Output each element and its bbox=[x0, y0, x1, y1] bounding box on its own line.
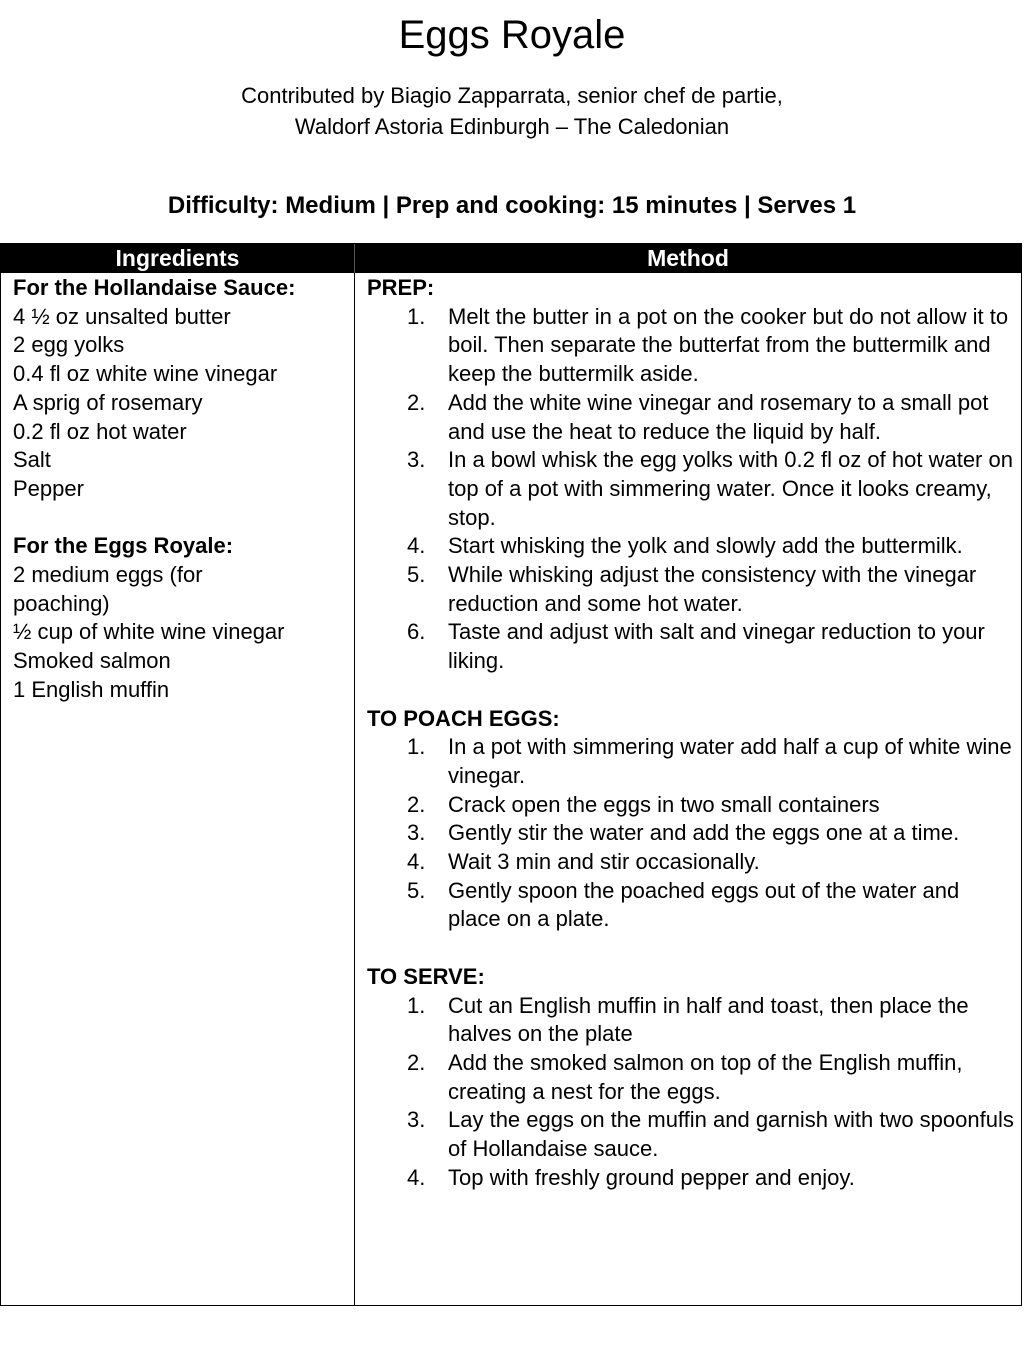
step-number: 3. bbox=[407, 447, 426, 473]
step-number: 5. bbox=[407, 877, 426, 903]
ingredient-item: 4 ½ oz unsalted butter bbox=[13, 303, 231, 329]
method-step bbox=[367, 733, 1017, 790]
prep-steps bbox=[367, 303, 1017, 676]
method-column bbox=[367, 274, 1017, 1192]
method-header: Method bbox=[647, 245, 729, 271]
hollandaise-list bbox=[13, 303, 348, 504]
method-step bbox=[367, 819, 1017, 848]
step-text: Add the white wine vinegar and rosemary to a small pot and use the heat to reduce the liquid by half. bbox=[448, 389, 989, 444]
ingredients-column bbox=[13, 274, 348, 705]
method-step bbox=[367, 848, 1017, 877]
ingredient-item: 0.4 fl oz white wine vinegar bbox=[13, 361, 278, 387]
recipe-table bbox=[0, 243, 1022, 1306]
eggs-royale-heading: For the Eggs Royale: bbox=[13, 533, 234, 559]
step-text: Gently spoon the poached eggs out of the water and place on a plate. bbox=[448, 877, 960, 932]
ingredient-item: A sprig of rosemary bbox=[13, 389, 203, 415]
step-text: Melt the butter in a pot on the cooker but do not allow it to boil. Then separate the butterfat from the buttermilk and keep the buttermilk aside. bbox=[448, 303, 1009, 387]
step-text: In a pot with simmering water add half a cup of white wine vinegar. bbox=[448, 734, 1012, 788]
contributor-line-2: Waldorf Astoria Edinburgh – The Caledonian bbox=[294, 114, 730, 139]
method-step bbox=[367, 1164, 1017, 1193]
step-text: Start whisking the yolk and slowly add the buttermilk. bbox=[448, 533, 963, 559]
step-number: 4. bbox=[407, 533, 426, 559]
serve-heading: TO SERVE: bbox=[367, 963, 485, 989]
poach-heading: TO POACH EGGS: bbox=[367, 705, 560, 731]
table-header-row bbox=[1, 244, 1021, 273]
method-step bbox=[367, 791, 1017, 820]
method-step bbox=[367, 561, 1017, 618]
step-text: While whisking adjust the consistency with the vinegar reduction and some hot water. bbox=[448, 562, 977, 616]
step-text: Wait 3 min and stir occasionally. bbox=[448, 849, 760, 875]
step-number: 4. bbox=[407, 849, 426, 875]
ingredient-item: ½ cup of white wine vinegar bbox=[13, 619, 285, 645]
step-text: Crack open the eggs in two small containers bbox=[448, 791, 880, 817]
ingredient-item: 1 English muffin bbox=[13, 676, 170, 702]
ingredient-item: Pepper bbox=[13, 475, 84, 501]
method-step bbox=[367, 389, 1017, 446]
prep-heading: PREP: bbox=[367, 275, 435, 300]
step-text: Lay the eggs on the muffin and garnish with two spoonfuls of Hollandaise sauce. bbox=[448, 1107, 1014, 1162]
method-step bbox=[367, 303, 1017, 389]
step-number: 3. bbox=[407, 820, 426, 846]
recipe-title: Eggs Royale bbox=[398, 13, 626, 57]
step-number: 4. bbox=[407, 1164, 426, 1190]
ingredient-item: 0.2 fl oz hot water bbox=[13, 418, 187, 444]
ingredients-header: Ingredients bbox=[115, 245, 240, 271]
step-text: Cut an English muffin in half and toast, then place the halves on the plate bbox=[448, 992, 969, 1047]
method-step bbox=[367, 446, 1017, 532]
step-text: Top with freshly ground pepper and enjoy. bbox=[448, 1164, 855, 1190]
step-text: In a bowl whisk the egg yolks with 0.2 fl oz of hot water on top of a pot with simmering water. Once it looks creamy, stop. bbox=[448, 447, 1013, 530]
step-number: 1. bbox=[407, 992, 426, 1018]
step-text: Taste and adjust with salt and vinegar reduction to your liking. bbox=[448, 619, 985, 674]
step-text: Gently stir the water and add the eggs one at a time. bbox=[448, 820, 960, 846]
ingredient-item: Salt bbox=[13, 447, 51, 473]
ingredient-item: Smoked salmon bbox=[13, 648, 171, 674]
column-divider bbox=[354, 273, 355, 1305]
step-number: 2. bbox=[407, 791, 426, 817]
step-number: 3. bbox=[407, 1107, 426, 1133]
method-step bbox=[367, 532, 1017, 561]
hollandaise-heading: For the Hollandaise Sauce: bbox=[13, 275, 296, 300]
eggs-royale-list bbox=[13, 561, 253, 618]
ingredient-item: 2 medium eggs (for poaching) bbox=[13, 562, 209, 616]
step-text: Add the smoked salmon on top of the English muffin, creating a nest for the eggs. bbox=[448, 1049, 963, 1104]
step-number: 6. bbox=[407, 619, 426, 645]
method-step bbox=[367, 992, 1017, 1049]
method-step bbox=[367, 1106, 1017, 1163]
method-step bbox=[367, 618, 1017, 675]
step-number: 2. bbox=[407, 389, 426, 415]
step-number: 1. bbox=[407, 734, 426, 760]
method-step bbox=[367, 1049, 1017, 1106]
method-step bbox=[367, 877, 1017, 934]
serve-steps bbox=[367, 992, 1017, 1193]
step-number: 1. bbox=[407, 303, 426, 329]
difficulty-info: Difficulty: Medium | Prep and cooking: 15 minutes | Serves 1 bbox=[167, 192, 857, 219]
contributor-line-1: Contributed by Biagio Zapparrata, senior chef de partie, bbox=[241, 83, 783, 108]
step-number: 5. bbox=[407, 562, 426, 588]
poach-steps bbox=[367, 733, 1017, 934]
step-number: 2. bbox=[407, 1049, 426, 1075]
eggs-royale-list-rest bbox=[13, 618, 348, 704]
ingredient-item: 2 egg yolks bbox=[13, 332, 125, 358]
